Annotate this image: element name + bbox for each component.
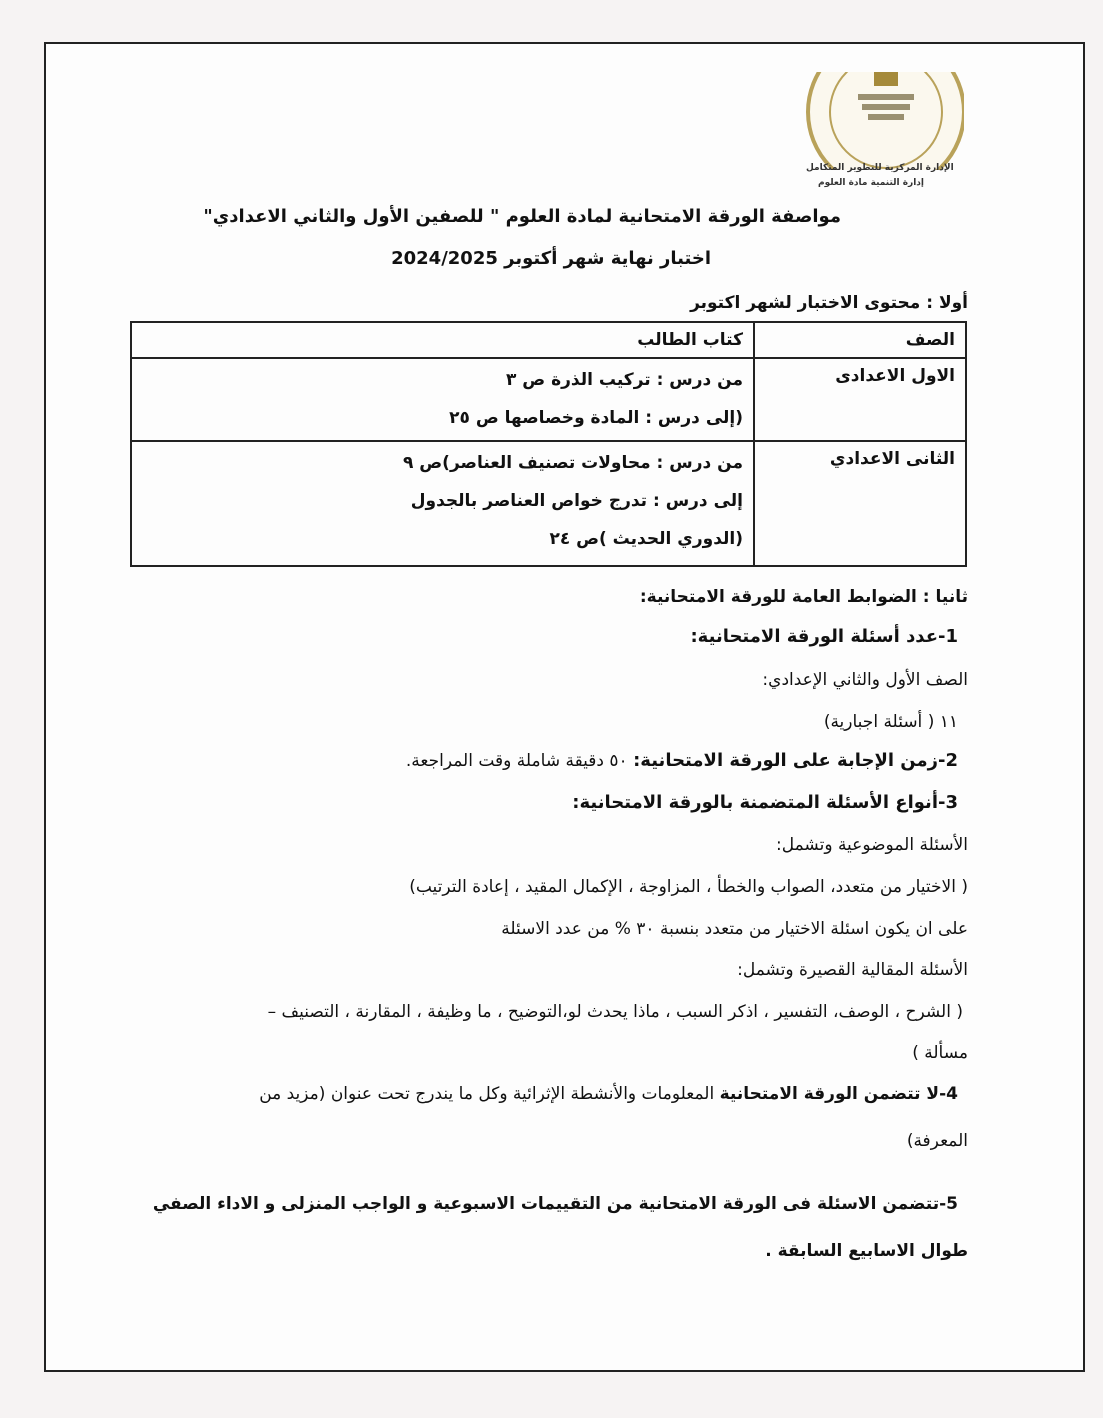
header-grade: الصف (754, 322, 966, 358)
header-student-book: كتاب الطالب (131, 322, 754, 358)
essay-types-2: مسألة ) (912, 1043, 968, 1063)
logo-caption-2: إدارة التنمية مادة العلوم (818, 178, 925, 188)
table-header-row (131, 322, 966, 358)
content-line: إلى درس : تدرج خواص العناصر بالجدول (410, 491, 743, 511)
logo-caption-1: الإدارة المركزية للتطوير المتكامل (806, 163, 954, 173)
table-row (131, 441, 966, 566)
item4-continued: المعرفة) (906, 1131, 968, 1151)
item2 (406, 750, 958, 772)
content-cell (131, 358, 754, 441)
content-table (130, 321, 967, 567)
item5-line2: طوال الاسابيع السابقة . (765, 1241, 968, 1261)
grade-cell: الثانى الاعدادي (754, 441, 966, 566)
grade-cell: الاول الاعدادى (754, 358, 966, 441)
content-line: (الدوري الحديث )ص ٢٤ (549, 529, 743, 549)
item2-title: 2-زمن الإجابة على الورقة الامتحانية: (633, 750, 958, 771)
content-cell (131, 441, 754, 566)
essay-types-1: ( الشرح ، الوصف، التفسير ، اذكر السبب ، ماذا يحدث لو،التوضيح ، ما وظيفة ، المقارنة ، التصنيف – (267, 1002, 963, 1022)
objective-label: الأسئلة الموضوعية وتشمل: (776, 835, 968, 855)
section1-heading: أولا : محتوى الاختبار لشهر اكتوبر (690, 293, 968, 313)
objective-types: ( الاختيار من متعدد، الصواب والخطأ ، المزاوجة ، الإكمال المقيد ، إعادة الترتيب) (409, 877, 968, 897)
document-subtitle: اختبار نهاية شهر أكتوبر 2024/2025 (391, 248, 711, 269)
document-title: مواصفة الورقة الامتحانية لمادة العلوم " للصفين الأول والثاني الاعدادي" (203, 206, 841, 227)
item1-grades: الصف الأول والثاني الإعدادي: (762, 670, 968, 690)
content-line: من درس : تركيب الذرة ص ٣ (506, 370, 743, 390)
item2-value: ٥٠ دقيقة شاملة وقت المراجعة. (405, 751, 634, 771)
table-row (131, 358, 966, 441)
item1-count: ١١ ( أسئلة اجبارية) (823, 712, 958, 732)
item5-line1: 5-تتضمن الاسئلة فى الورقة الامتحانية من التقييمات الاسبوعية و الواجب المنزلى و الاداء الصفي (152, 1194, 958, 1214)
essay-label: الأسئلة المقالية القصيرة وتشمل: (737, 960, 968, 980)
item4-title: 4-لا تتضمن الورقة الامتحانية (719, 1084, 958, 1104)
content-line: (إلى درس : المادة وخصاصها ص ٢٥ (449, 408, 743, 428)
item4-text: المعلومات والأنشطة الإثرائية وكل ما يندرج تحت عنوان (مزيد من (259, 1084, 720, 1104)
document-page (44, 42, 1085, 1372)
item3-title: 3-أنواع الأسئلة المتضمنة بالورقة الامتحانية: (572, 792, 958, 813)
item4 (259, 1083, 958, 1105)
ministry-logo (806, 72, 964, 170)
item1-title: 1-عدد أسئلة الورقة الامتحانية: (690, 626, 958, 647)
section2-heading: ثانيا : الضوابط العامة للورقة الامتحانية: (639, 587, 968, 607)
content-line: من درس : محاولات تصنيف العناصر)ص ٩ (403, 453, 743, 473)
ministry-seal-icon (806, 72, 964, 170)
mcq-note: على ان يكون اسئلة الاختيار من متعدد بنسبة ٣٠ % من عدد الاسئلة (501, 919, 968, 939)
